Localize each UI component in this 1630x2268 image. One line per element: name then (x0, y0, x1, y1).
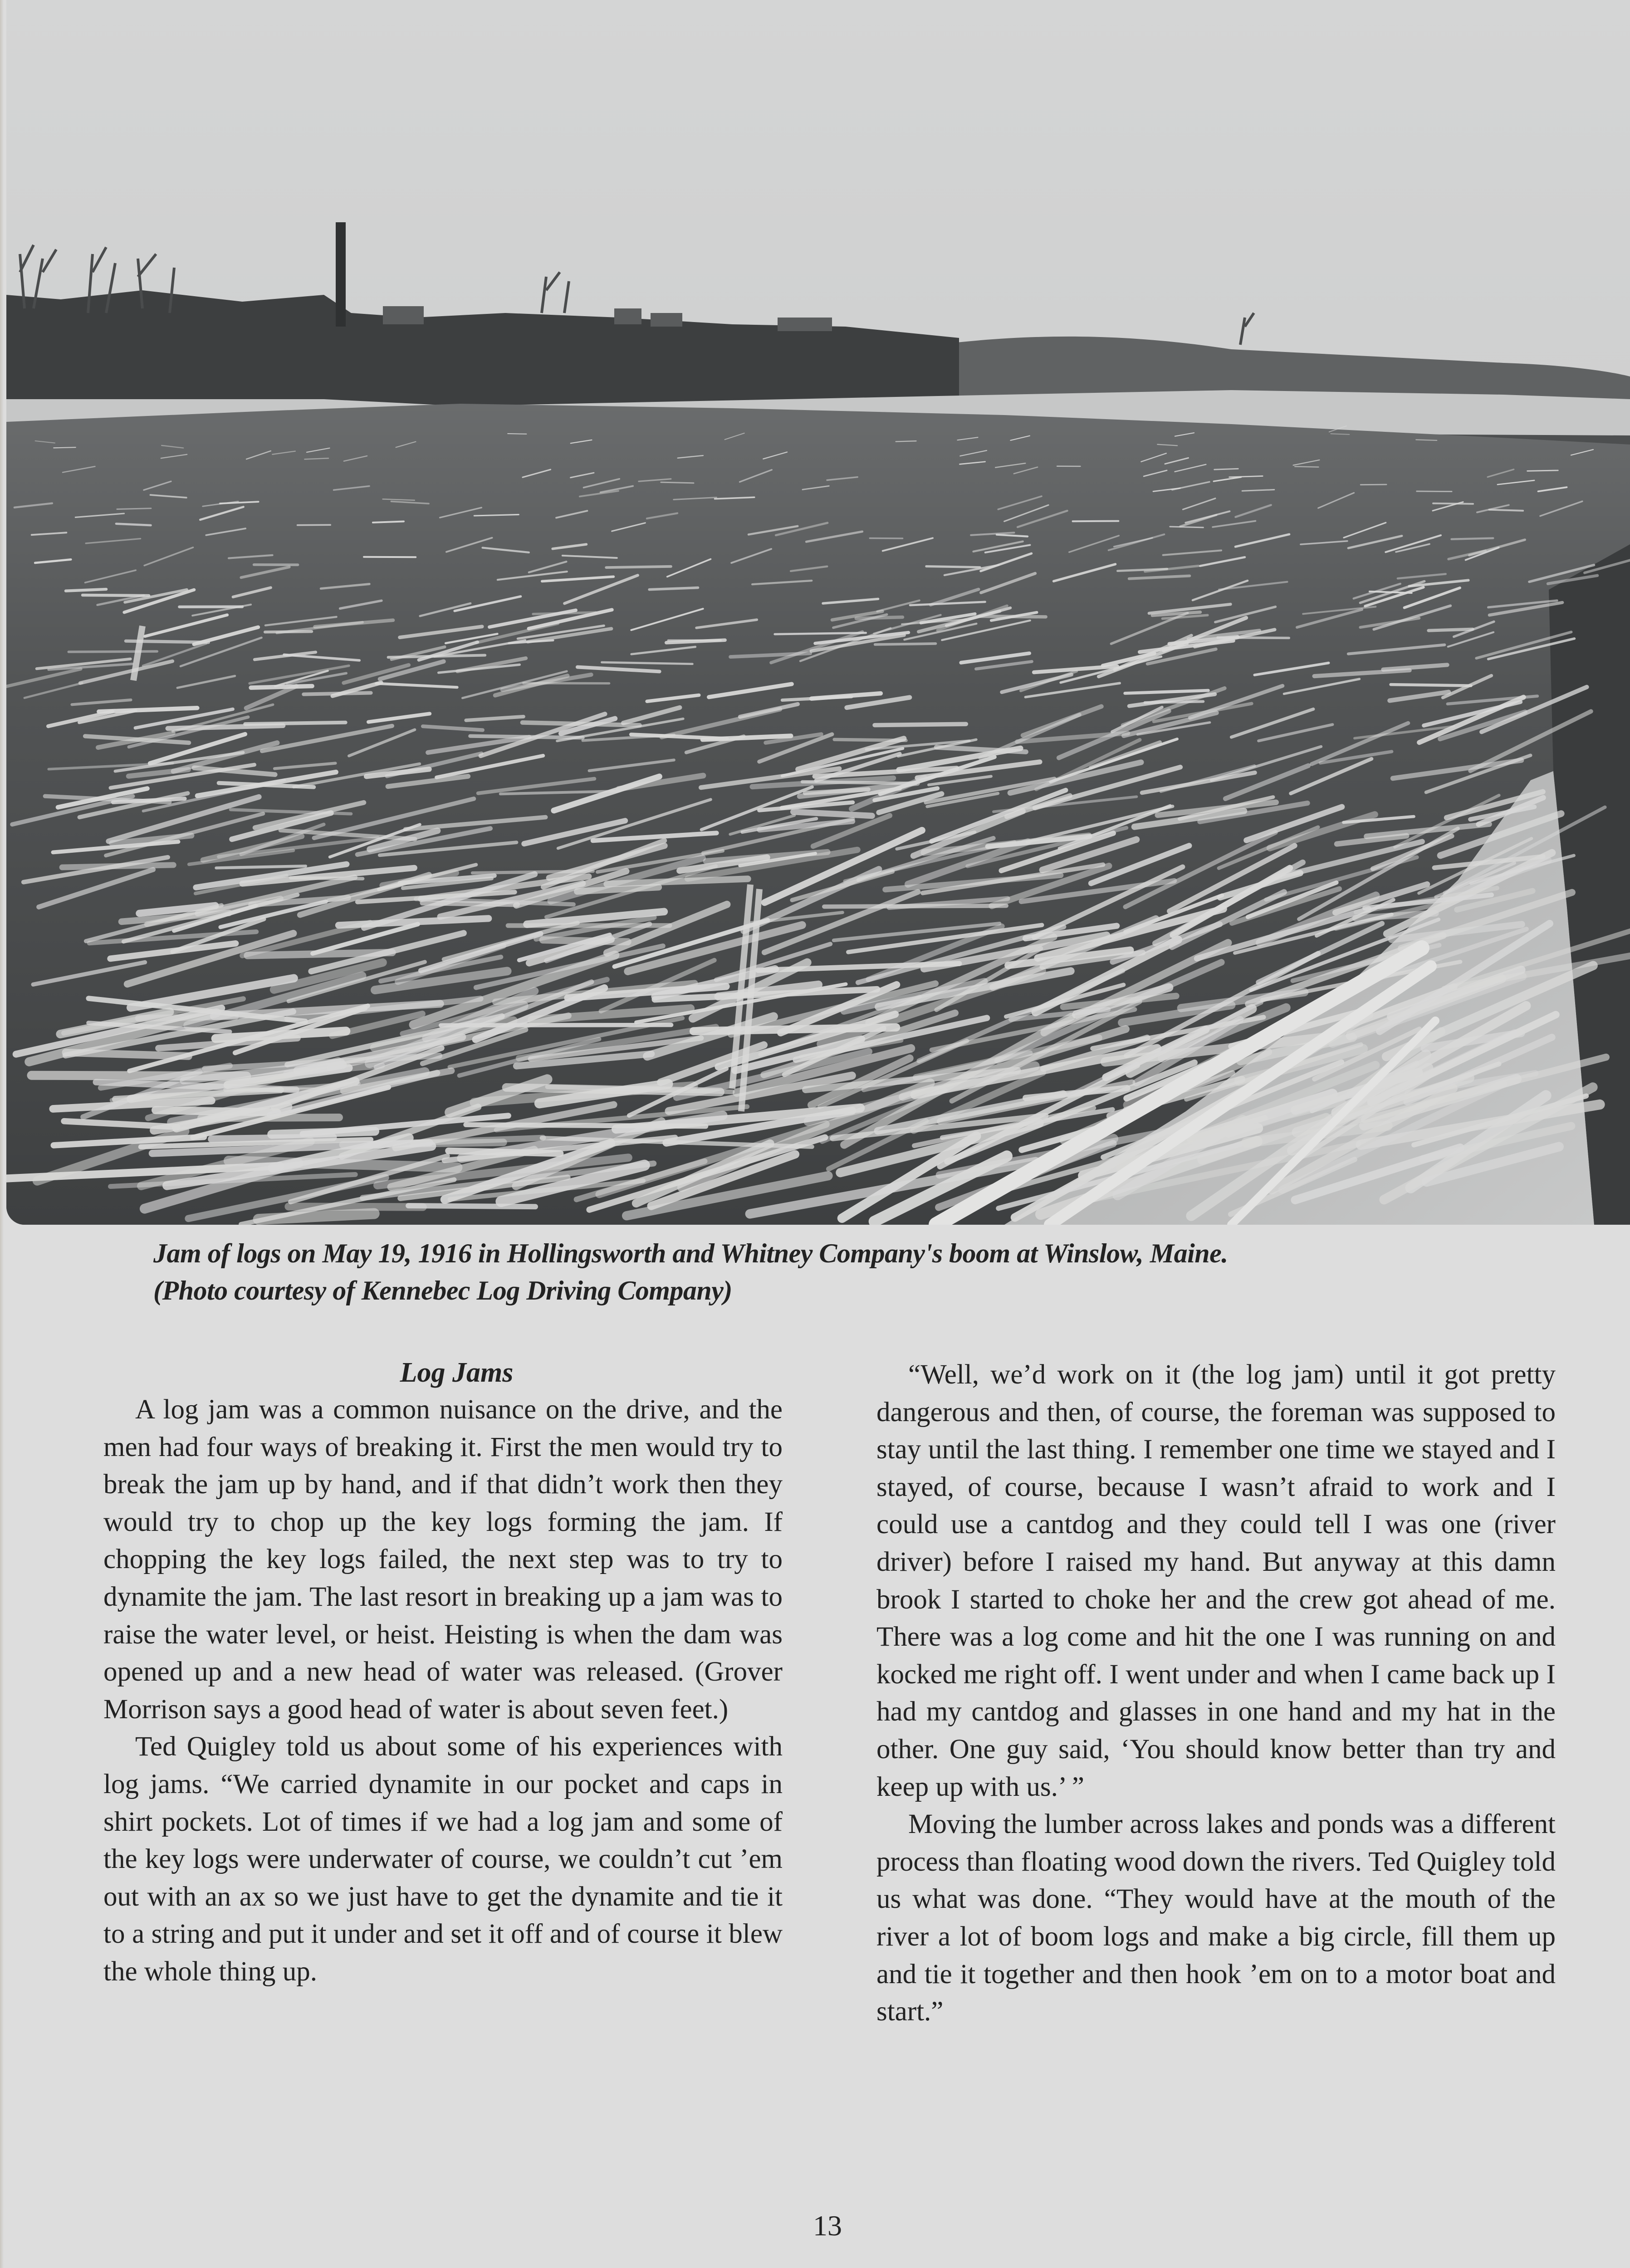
caption-line-2: (Photo courtesy of Kennebec Log Driving Company) (153, 1276, 732, 1305)
log (303, 693, 371, 694)
log (466, 1125, 706, 1126)
log (245, 723, 346, 724)
paragraph: Moving the lumber across lakes and ponds was a different process than floating wood down the rivers. Ted Quigley told us what was done. “They would have at the mouth of the river a lot of boom logs and make a big circle, fill them up and tie it together and then hook ’em on to a motor boat and start.” (876, 1809, 1556, 2027)
log (117, 508, 151, 509)
log (1417, 491, 1452, 492)
log (449, 1151, 560, 1154)
left-column (103, 1354, 783, 1991)
right-column (876, 1356, 1556, 2031)
log (661, 482, 694, 483)
log (83, 595, 149, 596)
log (168, 726, 283, 728)
log (1527, 470, 1558, 471)
log (1361, 484, 1386, 485)
log (1452, 538, 1493, 539)
log (875, 644, 936, 645)
page-edge (0, 0, 4, 2268)
log (66, 1052, 189, 1056)
log (1489, 510, 1523, 511)
mill-chimney (336, 222, 346, 327)
log (506, 1087, 720, 1092)
log (408, 1206, 535, 1207)
log (216, 866, 306, 868)
log (251, 686, 312, 688)
section-title: Log Jams (400, 1357, 514, 1388)
paragraph: A log jam was a common nuisance on the drive, and the men had four ways of breaking it. First the men would try to break the jam up by hand, and if that didn’t work then they would try to chop up the key logs forming the jam. If chopping the key logs failed, the next step was to try to dynamite the jam. The last resort in breaking up a jam was to raise the water level, or heist. Heisting is when the dam was opened up and a new head of water was released. (Grover Morrison says a good head of water is about seven feet.) (103, 1394, 783, 1725)
log (373, 522, 404, 523)
log (524, 683, 609, 684)
log (775, 633, 866, 634)
log (66, 589, 106, 591)
log (577, 887, 659, 891)
log (265, 631, 312, 632)
log (875, 724, 966, 725)
log (54, 447, 75, 448)
page-number: 13 (813, 2209, 842, 2242)
paragraph: Ted Quigley told us about some of his experiences with log jams. “We carried dynamite in our pocket and caps in shirt pockets. Lot of times if we had a log jam and some of the key logs were underwater of course, we couldn’t cut ’em out with an ax so we just have to get the dynamite and tie it to a string and put it under and set it off and of course it blew the whole thing up. (103, 1731, 783, 1987)
caption-line-1: Jam of logs on May 19, 1916 in Hollingsworth and Whitney Company's boom at Winslow, Maine. (153, 1238, 1228, 1268)
log (824, 906, 1006, 907)
log (69, 651, 157, 652)
log (979, 616, 1046, 617)
log (1170, 527, 1203, 528)
log (793, 812, 872, 816)
log (1145, 702, 1204, 703)
log (1429, 629, 1473, 631)
photo-caption (153, 1235, 1560, 1309)
log (1073, 521, 1119, 522)
log (1433, 503, 1473, 504)
photo-illustration (6, 0, 1630, 1225)
log (1391, 684, 1471, 686)
paragraph: “Well, we’d work on it (the log jam) until it got pretty dangerous and then, of course, the foreman was supposed to stay until the last thing. I remember one time we stayed and I stayed, of course, because I wasn’t afraid to work and I could use a cantdog and they could tell I was one (river driver) before I raised my hand. But anyway at this damn brook I started to choke her and the crew got ahead of me. There was a log come and hit the one I was running on and kocked me right off. I went under and when I came back up I had my cantdog and glasses in one hand and my hat in the other. One guy said, ‘You should know better than try and keep up with us.’ ” (876, 1359, 1556, 1802)
log-jam-photo (6, 0, 1630, 1225)
